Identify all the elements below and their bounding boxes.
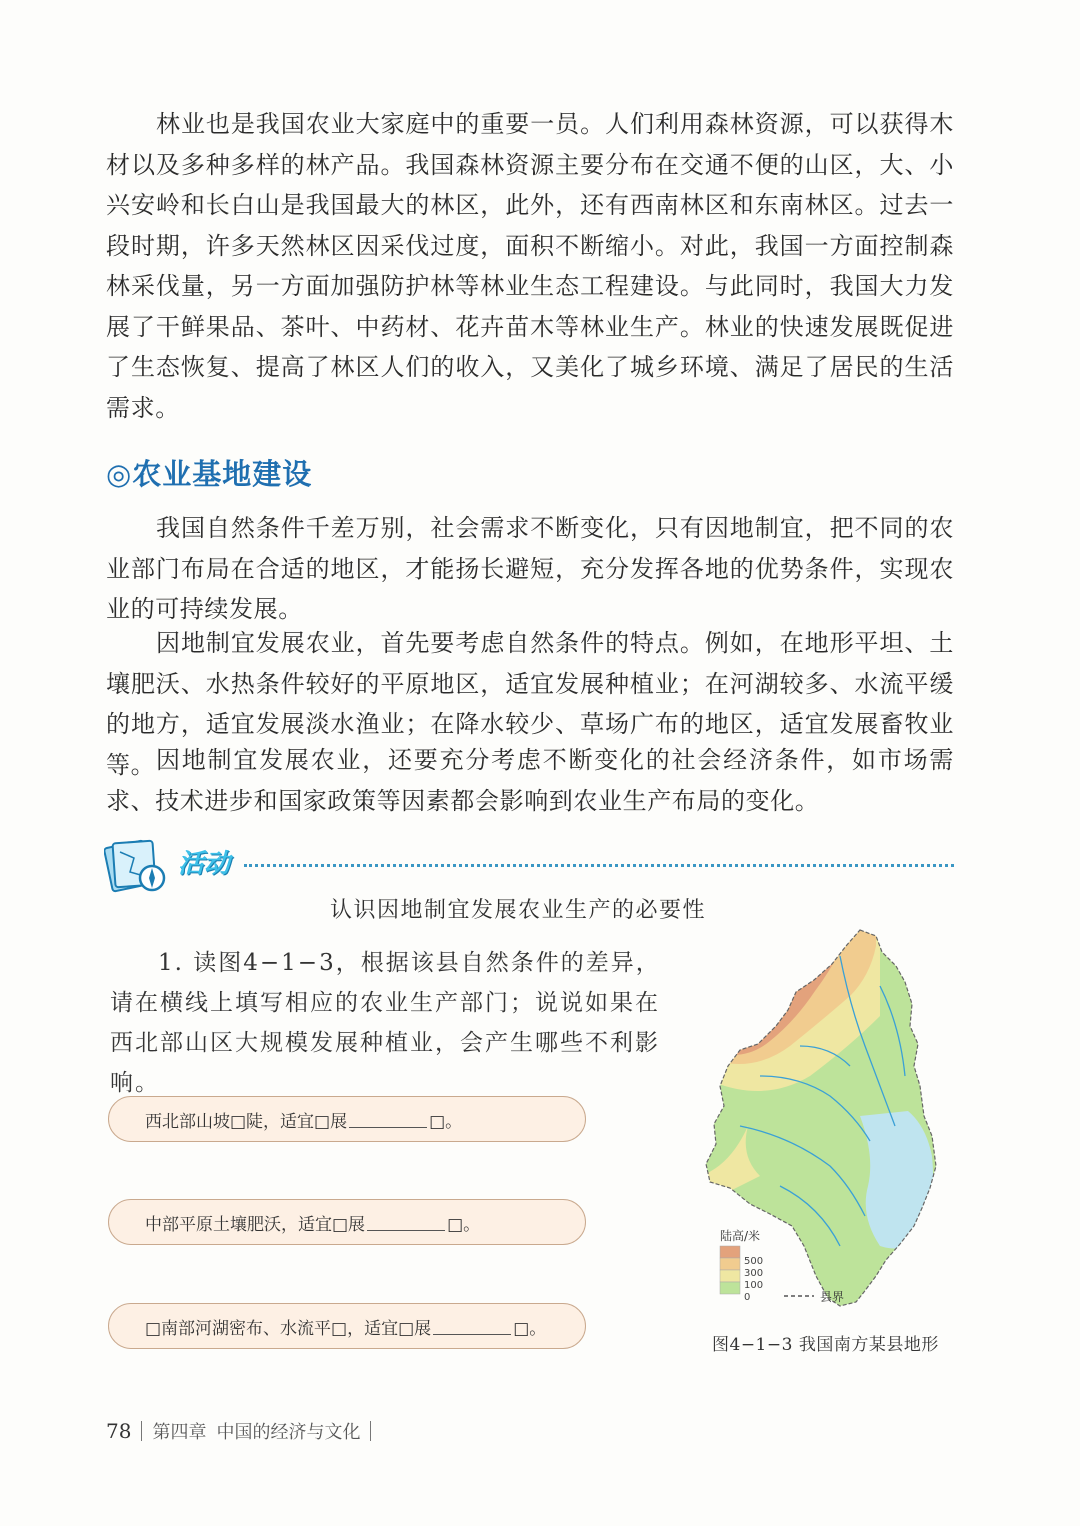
chapter-title: 中国的经济与文化 xyxy=(216,1422,361,1443)
blank-prefix: 中部平原土壤肥沃，适宜□展 xyxy=(145,1214,366,1235)
legend-swatch-high xyxy=(720,1246,740,1258)
activity-divider xyxy=(244,864,954,867)
section-heading: ◎农业基地建设 xyxy=(106,457,313,491)
lake xyxy=(860,1111,933,1249)
blank-prefix: 西北部山坡□陡，适宜□展 xyxy=(145,1111,348,1132)
activity-task: 1. 读图4−1−3，根据该县自然条件的差异，请在横线上填写相应的农业生产部门；说说如果在西北部山区大规模发展种植业，会产生哪些不利影响。 xyxy=(110,950,661,1096)
fill-blank-central xyxy=(108,1199,586,1245)
legend-value-300: 300 xyxy=(744,1268,764,1279)
footer-divider xyxy=(370,1421,371,1441)
fill-blank-northwest xyxy=(108,1096,586,1142)
page-footer xyxy=(106,1418,371,1444)
map-compass-icon xyxy=(104,838,172,896)
answer-blank[interactable] xyxy=(367,1214,445,1231)
fill-blank-southeast xyxy=(108,1303,586,1349)
legend-swatch-low xyxy=(720,1282,740,1294)
chapter-number: 第四章 xyxy=(152,1422,207,1443)
section-paragraph-3: 因地制宜发展农业，还要充分考虑不断变化的社会经济条件，如市场需求、技术进步和国家政策等因素都会影响到农业生产布局的变化。 xyxy=(106,746,954,815)
legend-swatch-mid xyxy=(720,1270,740,1282)
answer-blank[interactable] xyxy=(433,1318,511,1335)
page-number: 78 xyxy=(106,1419,132,1443)
blank-suffix: □。 xyxy=(429,1111,463,1132)
section-paragraph-1: 我国自然条件千差万别，社会需求不断变化，只有因地制宜，把不同的农业部门布局在合适的地区，才能扬长避短，充分发挥各地的优势条件，实现农业的可持续发展。 xyxy=(106,514,954,623)
legend-value-0: 0 xyxy=(744,1292,751,1303)
boundary-legend-label: 县界 xyxy=(820,1290,845,1304)
figure-caption: 图4−1−3 我国南方某县地形 xyxy=(712,1335,939,1355)
blank-suffix: □。 xyxy=(447,1214,481,1235)
legend-value-100: 100 xyxy=(744,1280,764,1291)
answer-blank[interactable] xyxy=(349,1111,427,1128)
activity-title: 认识因地制宜发展农业生产的必要性 xyxy=(330,898,707,923)
legend-value-500: 500 xyxy=(744,1256,764,1267)
section-paragraph-2: 因地制宜发展农业，首先要考虑自然条件的特点。例如，在地形平坦、土壤肥沃、水热条件较好的平原地区，适宜发展种植业；在河湖较多、水流平缓的地方，适宜发展淡水渔业；在降水较少、草场广布的地区，适宜发展畜牧业等。 xyxy=(106,629,954,779)
legend-title: 陆高/米 xyxy=(720,1229,761,1243)
footer-divider xyxy=(141,1421,142,1441)
forestry-paragraph: 林业也是我国农业大家庭中的重要一员。人们利用森林资源，可以获得木材以及多种多样的林产品。我国森林资源主要分布在交通不便的山区，大、小兴安岭和长白山是我国最大的林区，此外，还有西南林区和东南林区。过去一段时期，许多天然林区因采伐过度，面积不断缩小。对此，我国一方面控制森林采伐量，另一方面加强防护林等林业生态工程建设。与此同时，我国大力发展了干鲜果品、茶叶、中药材、花卉苗木等林业生产。林业的快速发展既促进了生态恢复、提高了林区人们的收入，又美化了城乡环境、满足了居民的生活需求。 xyxy=(106,110,954,422)
activity-label: 活动 xyxy=(178,849,231,879)
blank-suffix: □。 xyxy=(513,1318,547,1339)
county-terrain-map xyxy=(700,926,948,1316)
legend-swatch-mid-high xyxy=(720,1258,740,1270)
blank-prefix: □南部河湖密布、水流平□，适宜□展 xyxy=(145,1318,432,1339)
